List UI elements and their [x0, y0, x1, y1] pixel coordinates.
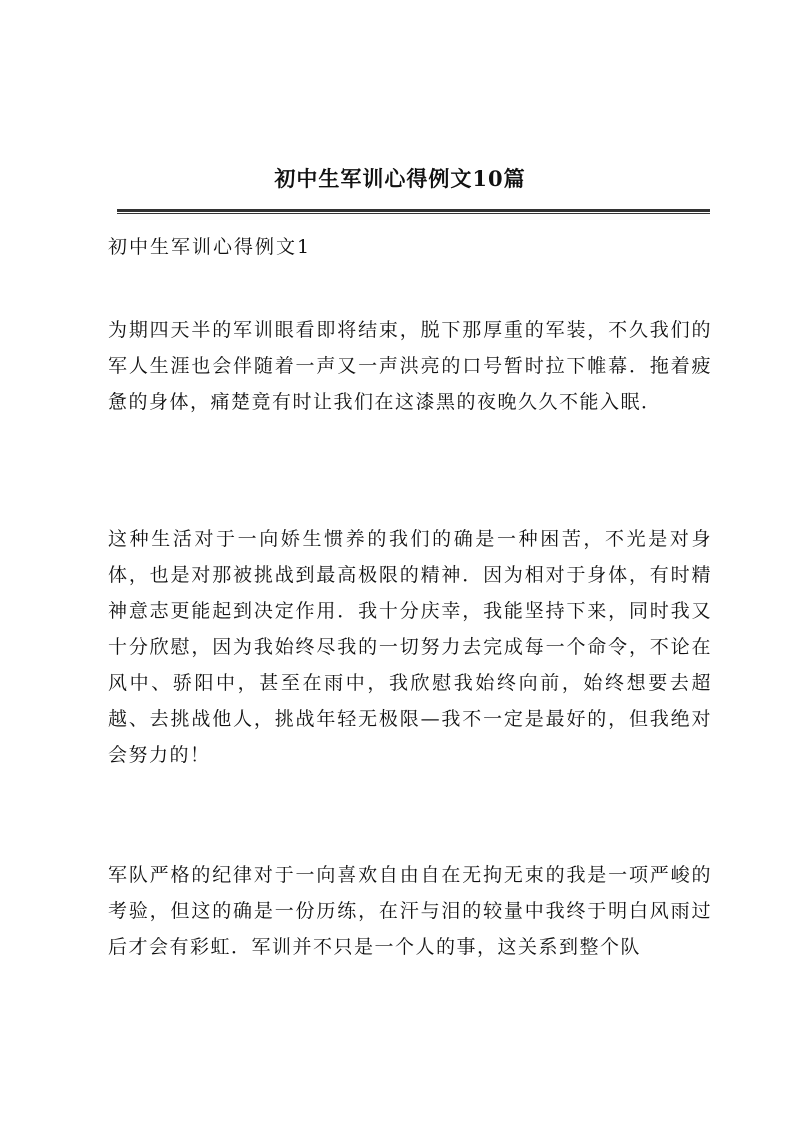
- paragraph-2: 这种生活对于一向娇生惯养的我们的确是一种困苦，不光是对身体，也是对那被挑战到最高极限的精神．因为相对于身体，有时精神意志更能起到决定作用．我十分庆幸，我能坚持下来，同时我又十分欣慰，因为我始终尽我的一切努力去完成每一个命令，不论在风中、骄阳中，甚至在雨中，我欣慰我始终向前，始终想要去超越、去挑战他人，挑战年轻无极限—我不一定是最好的，但我绝对会努力的！: [108, 528, 712, 766]
- section-heading: 初中生军训心得例文1: [108, 236, 312, 258]
- document-title: 初中生军训心得例文10篇: [274, 166, 526, 191]
- paragraph-3: 军队严格的纪律对于一向喜欢自由自在无拘无束的我是一项严峻的考验，但这的确是一份历练，在汗与泪的较量中我终于明白风雨过后才会有彩虹．军训并不只是一个人的事，这关系到整个队: [108, 864, 712, 958]
- paragraph-1: 为期四天半的军训眼看即将结束，脱下那厚重的军装，不久我们的军人生涯也会伴随着一声又一声洪亮的口号暂时拉下帷幕．拖着疲惫的身体，痛楚竟有时让我们在这漆黑的夜晚久久不能入眠．: [108, 319, 712, 413]
- title-divider: [117, 209, 710, 214]
